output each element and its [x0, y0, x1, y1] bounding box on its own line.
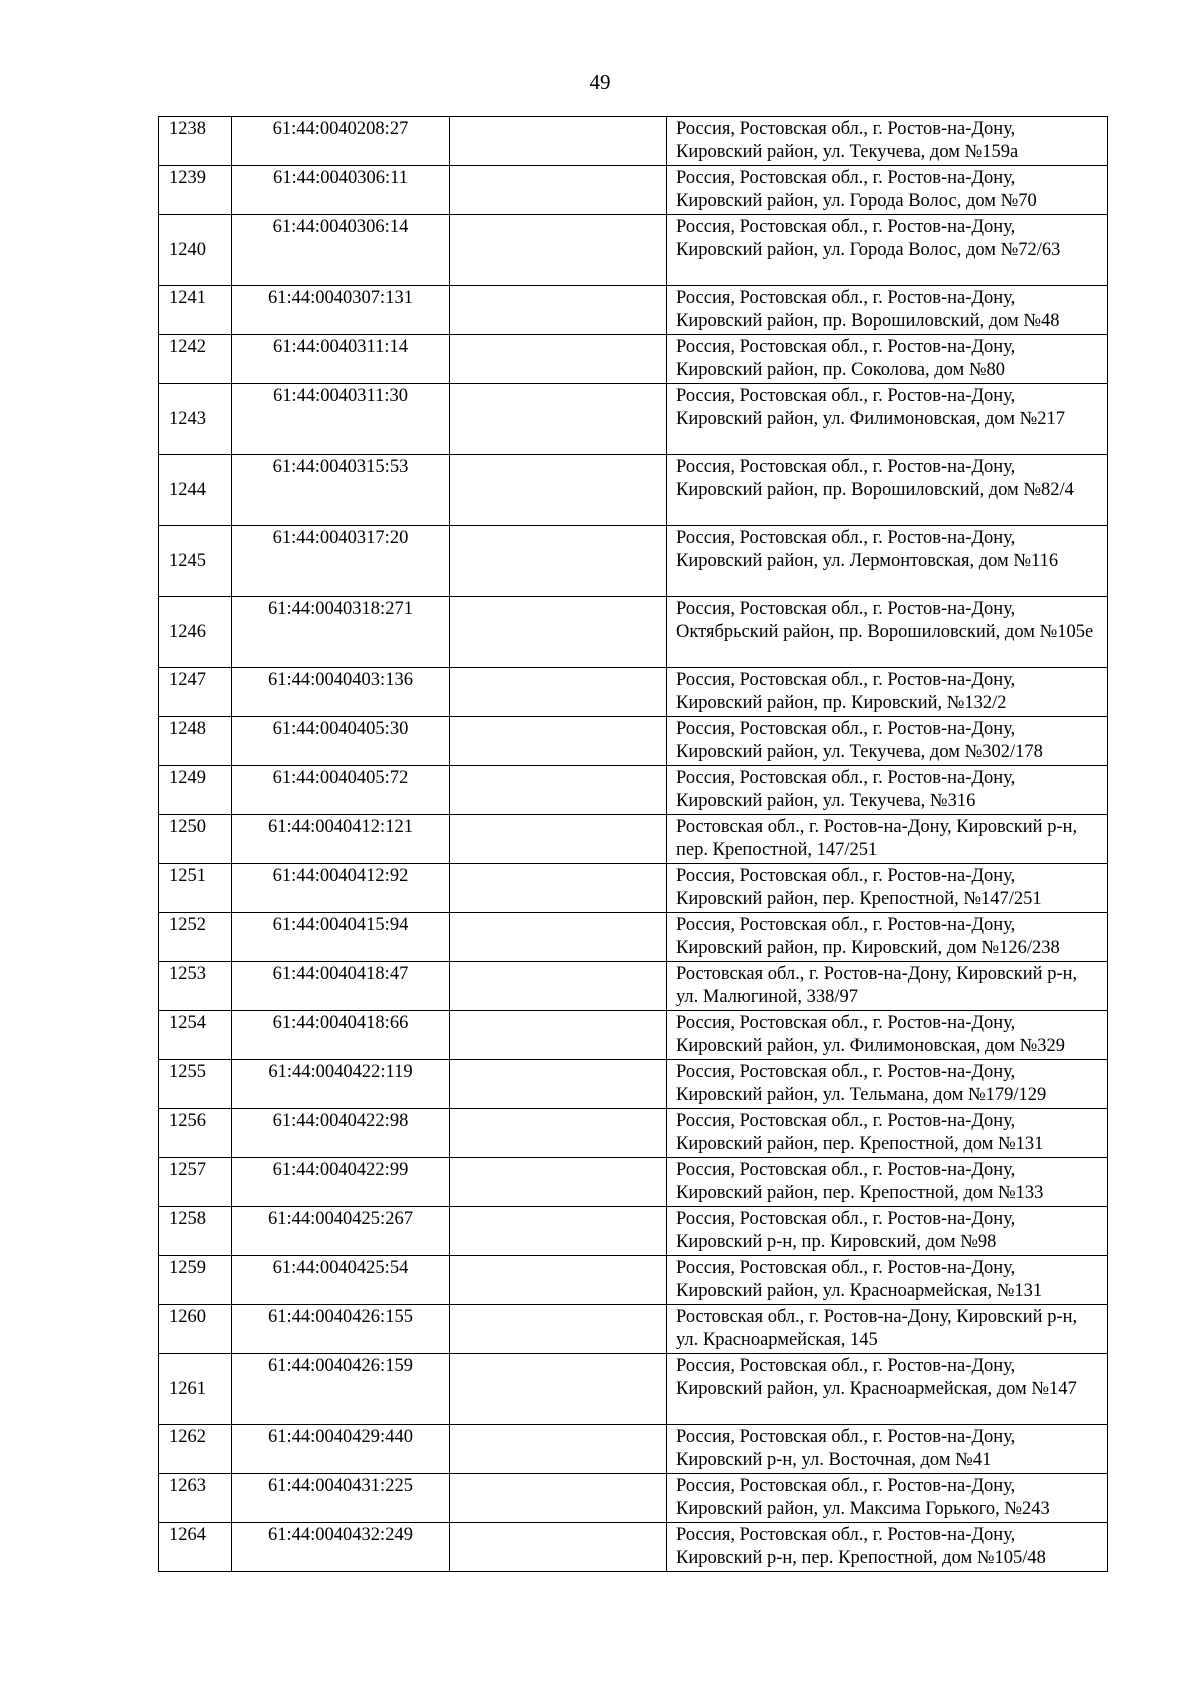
table-row	[159, 117, 1108, 166]
empty-cell	[450, 1523, 667, 1572]
cadastral-number: 61:44:0040431:225	[232, 1474, 450, 1523]
table-row	[159, 1354, 1108, 1425]
table-row	[159, 166, 1108, 215]
empty-cell	[450, 597, 667, 668]
table-row	[159, 1207, 1108, 1256]
empty-cell	[450, 1305, 667, 1354]
address: Россия, Ростовская обл., г. Ростов-на-Дону, Кировский район, пер. Крепостной, дом №133	[667, 1158, 1108, 1207]
address: Россия, Ростовская обл., г. Ростов-на-Дону, Кировский район, ул. Филимоновская, дом №329	[667, 1011, 1108, 1060]
address: Ростовская обл., г. Ростов-на-Дону, Кировский р-н, ул. Малюгиной, 338/97	[667, 962, 1108, 1011]
address: Россия, Ростовская обл., г. Ростов-на-Дону, Кировский район, ул. Тельмана, дом №179/129	[667, 1060, 1108, 1109]
address: Россия, Ростовская обл., г. Ростов-на-Дону, Кировский район, пр. Ворошиловский, дом №82/4	[667, 455, 1108, 526]
address: Россия, Ростовская обл., г. Ростов-на-Дону, Кировский район, ул. Лермонтовская, дом №116	[667, 526, 1108, 597]
empty-cell	[450, 286, 667, 335]
row-number: 1247	[159, 668, 232, 717]
address: Россия, Ростовская обл., г. Ростов-на-Дону, Кировский район, пр. Соколова, дом №80	[667, 335, 1108, 384]
cadastral-number: 61:44:0040426:155	[232, 1305, 450, 1354]
address: Россия, Ростовская обл., г. Ростов-на-Дону, Кировский район, ул. Филимоновская, дом №217	[667, 384, 1108, 455]
row-number: 1255	[159, 1060, 232, 1109]
cadastral-number: 61:44:0040315:53	[232, 455, 450, 526]
cadastral-number: 61:44:0040318:271	[232, 597, 450, 668]
cadastral-number: 61:44:0040412:121	[232, 815, 450, 864]
empty-cell	[450, 1109, 667, 1158]
cadastral-number: 61:44:0040405:72	[232, 766, 450, 815]
empty-cell	[450, 815, 667, 864]
table-row	[159, 384, 1108, 455]
cadastral-number: 61:44:0040429:440	[232, 1425, 450, 1474]
row-number: 1239	[159, 166, 232, 215]
cadastral-number: 61:44:0040415:94	[232, 913, 450, 962]
empty-cell	[450, 215, 667, 286]
row-number: 1238	[159, 117, 232, 166]
address: Россия, Ростовская обл., г. Ростов-на-Дону, Кировский район, ул. Текучева, дом №159а	[667, 117, 1108, 166]
table-row	[159, 1158, 1108, 1207]
row-number: 1248	[159, 717, 232, 766]
empty-cell	[450, 1474, 667, 1523]
address: Россия, Ростовская обл., г. Ростов-на-Дону, Кировский район, пер. Крепостной, дом №131	[667, 1109, 1108, 1158]
empty-cell	[450, 717, 667, 766]
row-number: 1244	[159, 455, 232, 526]
empty-cell	[450, 766, 667, 815]
empty-cell	[450, 962, 667, 1011]
row-number: 1254	[159, 1011, 232, 1060]
cadastral-number: 61:44:0040422:119	[232, 1060, 450, 1109]
address: Россия, Ростовская обл., г. Ростов-на-Дону, Кировский район, ул. Красноармейская, дом №147	[667, 1354, 1108, 1425]
row-number: 1251	[159, 864, 232, 913]
cadastral-number: 61:44:0040306:11	[232, 166, 450, 215]
row-number: 1263	[159, 1474, 232, 1523]
address: Ростовская обл., г. Ростов-на-Дону, Кировский р-н, ул. Красноармейская, 145	[667, 1305, 1108, 1354]
empty-cell	[450, 455, 667, 526]
cadastral-number: 61:44:0040403:136	[232, 668, 450, 717]
empty-cell	[450, 1425, 667, 1474]
address: Россия, Ростовская обл., г. Ростов-на-Дону, Кировский район, пр. Кировский, дом №126/238	[667, 913, 1108, 962]
row-number: 1257	[159, 1158, 232, 1207]
table-row	[159, 1109, 1108, 1158]
empty-cell	[450, 1060, 667, 1109]
row-number: 1260	[159, 1305, 232, 1354]
address: Россия, Ростовская обл., г. Ростов-на-Дону, Кировский район, ул. Текучева, №316	[667, 766, 1108, 815]
empty-cell	[450, 117, 667, 166]
table-row	[159, 815, 1108, 864]
table-row	[159, 1474, 1108, 1523]
table-row	[159, 962, 1108, 1011]
address: Россия, Ростовская обл., г. Ростов-на-Дону, Кировский район, ул. Города Волос, дом №72/63	[667, 215, 1108, 286]
table-row	[159, 717, 1108, 766]
table-row	[159, 597, 1108, 668]
cadastral-number: 61:44:0040432:249	[232, 1523, 450, 1572]
table-row	[159, 1425, 1108, 1474]
land-plot-table	[158, 116, 1108, 1572]
address: Россия, Ростовская обл., г. Ростов-на-Дону, Кировский район, ул. Максима Горького, №243	[667, 1474, 1108, 1523]
table-row	[159, 1523, 1108, 1572]
address: Россия, Ростовская обл., г. Ростов-на-Дону, Кировский р-н, ул. Восточная, дом №41	[667, 1425, 1108, 1474]
table-row	[159, 1305, 1108, 1354]
address: Россия, Ростовская обл., г. Ростов-на-Дону, Кировский район, ул. Города Волос, дом №70	[667, 166, 1108, 215]
empty-cell	[450, 1011, 667, 1060]
table-row	[159, 335, 1108, 384]
address: Россия, Ростовская обл., г. Ростов-на-Дону, Кировский район, ул. Красноармейская, №131	[667, 1256, 1108, 1305]
cadastral-number: 61:44:0040405:30	[232, 717, 450, 766]
empty-cell	[450, 668, 667, 717]
empty-cell	[450, 166, 667, 215]
cadastral-number: 61:44:0040422:99	[232, 1158, 450, 1207]
address: Ростовская обл., г. Ростов-на-Дону, Кировский р-н, пер. Крепостной, 147/251	[667, 815, 1108, 864]
table-row	[159, 215, 1108, 286]
row-number: 1262	[159, 1425, 232, 1474]
empty-cell	[450, 1207, 667, 1256]
table-row	[159, 455, 1108, 526]
empty-cell	[450, 335, 667, 384]
row-number: 1264	[159, 1523, 232, 1572]
row-number: 1243	[159, 384, 232, 455]
table-body	[159, 117, 1108, 1572]
row-number: 1256	[159, 1109, 232, 1158]
cadastral-number: 61:44:0040418:66	[232, 1011, 450, 1060]
cadastral-number: 61:44:0040311:14	[232, 335, 450, 384]
empty-cell	[450, 526, 667, 597]
cadastral-number: 61:44:0040425:54	[232, 1256, 450, 1305]
empty-cell	[450, 384, 667, 455]
empty-cell	[450, 1158, 667, 1207]
cadastral-number: 61:44:0040412:92	[232, 864, 450, 913]
address: Россия, Ростовская обл., г. Ростов-на-Дону, Кировский р-н, пер. Крепостной, дом №105/48	[667, 1523, 1108, 1572]
row-number: 1261	[159, 1354, 232, 1425]
cadastral-number: 61:44:0040208:27	[232, 117, 450, 166]
address: Россия, Ростовская обл., г. Ростов-на-Дону, Кировский район, ул. Текучева, дом №302/178	[667, 717, 1108, 766]
row-number: 1253	[159, 962, 232, 1011]
row-number: 1241	[159, 286, 232, 335]
address: Россия, Ростовская обл., г. Ростов-на-Дону, Кировский р-н, пр. Кировский, дом №98	[667, 1207, 1108, 1256]
table-row	[159, 286, 1108, 335]
page-number: 49	[589, 70, 611, 94]
row-number: 1246	[159, 597, 232, 668]
address: Россия, Ростовская обл., г. Ростов-на-Дону, Октябрьский район, пр. Ворошиловский, дом №105е	[667, 597, 1108, 668]
empty-cell	[450, 864, 667, 913]
row-number: 1240	[159, 215, 232, 286]
table-row	[159, 766, 1108, 815]
row-number: 1245	[159, 526, 232, 597]
table-row	[159, 668, 1108, 717]
row-number: 1242	[159, 335, 232, 384]
row-number: 1259	[159, 1256, 232, 1305]
cadastral-number: 61:44:0040317:20	[232, 526, 450, 597]
cadastral-number: 61:44:0040426:159	[232, 1354, 450, 1425]
row-number: 1252	[159, 913, 232, 962]
cadastral-number: 61:44:0040422:98	[232, 1109, 450, 1158]
table-row	[159, 1011, 1108, 1060]
row-number: 1258	[159, 1207, 232, 1256]
cadastral-number: 61:44:0040307:131	[232, 286, 450, 335]
empty-cell	[450, 1354, 667, 1425]
cadastral-number: 61:44:0040418:47	[232, 962, 450, 1011]
address: Россия, Ростовская обл., г. Ростов-на-Дону, Кировский район, пр. Кировский, №132/2	[667, 668, 1108, 717]
table-row	[159, 1256, 1108, 1305]
cadastral-number: 61:44:0040306:14	[232, 215, 450, 286]
table-row	[159, 526, 1108, 597]
address: Россия, Ростовская обл., г. Ростов-на-Дону, Кировский район, пер. Крепостной, №147/251	[667, 864, 1108, 913]
table-row	[159, 864, 1108, 913]
empty-cell	[450, 1256, 667, 1305]
cadastral-number: 61:44:0040425:267	[232, 1207, 450, 1256]
row-number: 1250	[159, 815, 232, 864]
cadastral-number: 61:44:0040311:30	[232, 384, 450, 455]
row-number: 1249	[159, 766, 232, 815]
empty-cell	[450, 913, 667, 962]
table-row	[159, 913, 1108, 962]
table-row	[159, 1060, 1108, 1109]
address: Россия, Ростовская обл., г. Ростов-на-Дону, Кировский район, пр. Ворошиловский, дом №48	[667, 286, 1108, 335]
